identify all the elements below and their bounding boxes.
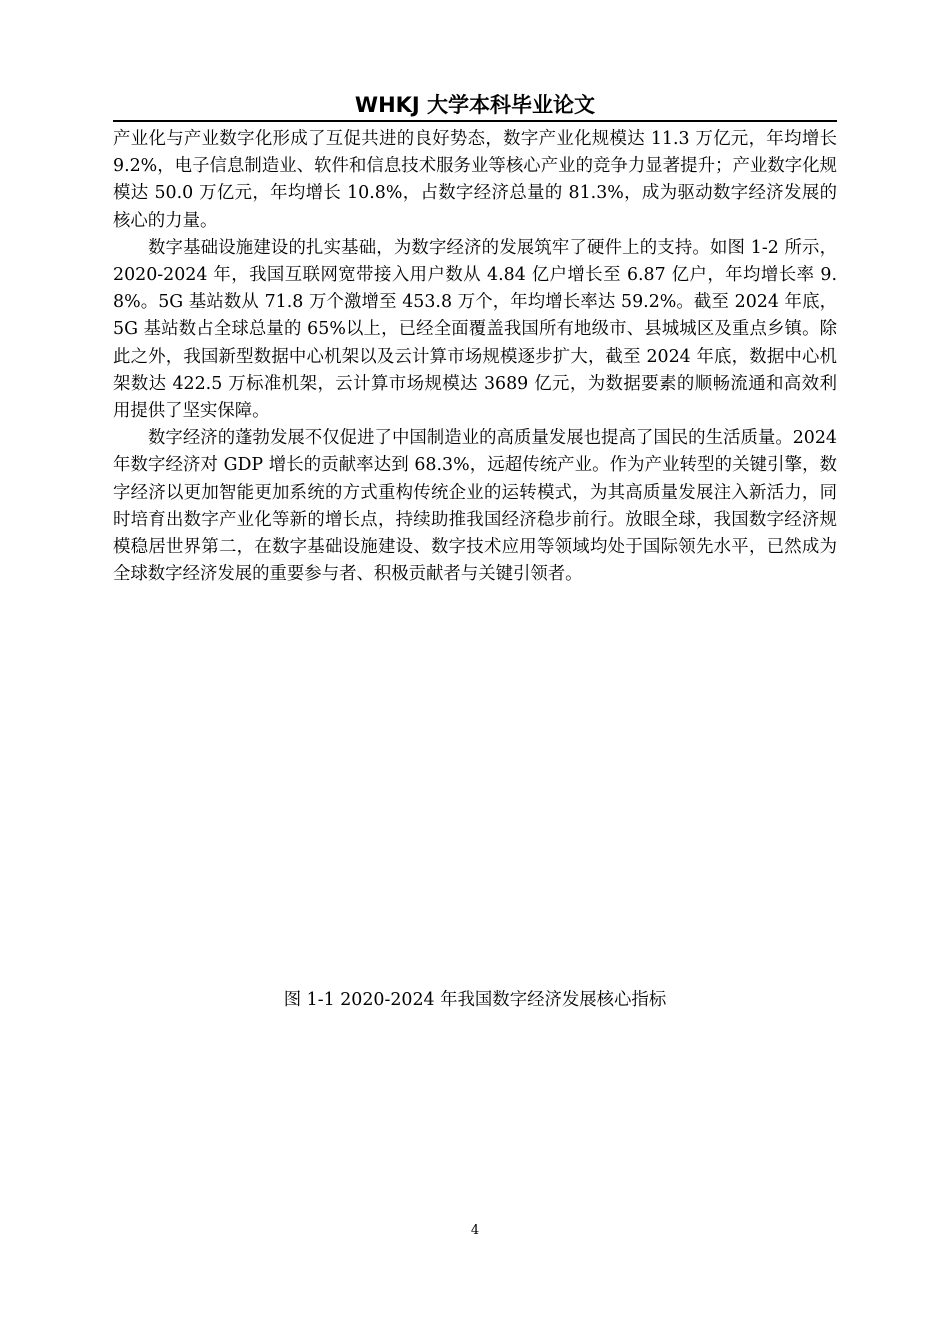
paragraph-infrastructure: 数字基础设施建设的扎实基础，为数字经济的发展筑牢了硬件上的支持。如图 1-2 所示，2020-2024 年，我国互联网宽带接入用户数从 4.84 亿户增长至 6.87 亿户，年均增长率 9.8%。5G 基站数从 71.8 万个激增至 453.8 万个，年均增长率达 59.2%。截至 2024 年底，5G 基站数占全球总量的 65%以上，已经全面覆盖我国所有地级市、县城城区及重点乡镇。除此之外，我国新型数据中心机架以及云计算市场规模逐步扩大，截至 2024 年底，数据中心机架数达 422.5 万标准机架，云计算市场规模达 3689 亿元，为数据要素的顺畅流通和高效利用提供了坚实保障。 [113,237,837,422]
figure-placeholder [113,640,837,980]
body-text [113,126,837,588]
header-rule [113,120,837,122]
page-number: 4 [470,1223,480,1238]
figure-caption: 图 1-1 2020-2024 年我国数字经济发展核心指标 [283,990,667,1010]
running-header: WHKJ 大学本科毕业论文 [354,93,596,117]
paragraph-economy-impact: 数字经济的蓬勃发展不仅促进了中国制造业的高质量发展也提高了国民的生活质量。2024 年数字经济对 GDP 增长的贡献率达到 68.3%，远超传统产业。作为产业转型的关键引擎，数字经济以更加智能更加系统的方式重构传统企业的运转模式，为其高质量发展注入新活力，同时培育出数字产业化等新的增长点，持续助推我国经济稳步前行。放眼全球，我国数字经济规模稳居世界第二，在数字基础设施建设、数字技术应用等领域均处于国际领先水平，已然成为全球数字经济发展的重要参与者、积极贡献者与关键引领者。 [113,428,837,585]
paragraph-continued: 产业化与产业数字化形成了互促共进的良好势态，数字产业化规模达 11.3 万亿元，年均增长 9.2%，电子信息制造业、软件和信息技术服务业等核心产业的竞争力显著提升；产业数字化规模达 50.0 万亿元，年均增长 10.8%，占数字经济总量的 81.3%，成为驱动数字经济发展的核心的力量。 [113,129,837,231]
